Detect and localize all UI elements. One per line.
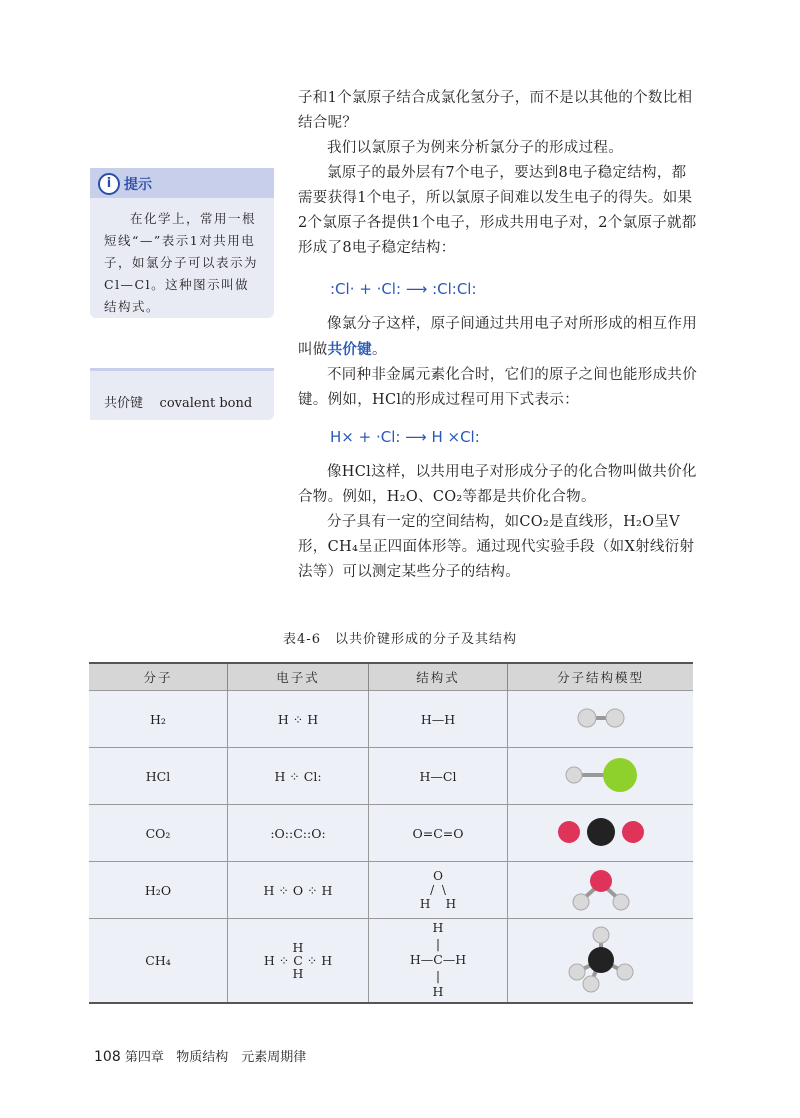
table-row: CH₄ H H ⁘ C ⁘ H H H | H—C—H | H: [89, 919, 693, 1003]
info-icon: i: [98, 173, 120, 195]
paragraph-7: 分子具有一定的空间结构，如CO₂是直线形，H₂O呈V形，CH₄呈正四面体形等。通过现代实验手段（如X射线衍射法等）可以测定某些分子的结构。: [298, 514, 695, 580]
chlorine-formation-equation: :Cl· + ·Cl: ⟶ :Cl:Cl:: [330, 280, 477, 298]
molecule-table: [89, 662, 693, 1004]
hcl-model: [508, 748, 694, 805]
ch4-model: [508, 919, 694, 1003]
table-row: H₂ H ⁘ H H—H: [89, 691, 693, 748]
ch4-electron: H H ⁘ C ⁘ H H: [263, 939, 333, 981]
paragraph-4: 像氯分子这样，原子间通过共用电子对所形成的相互作用叫做共价键。: [298, 316, 697, 358]
glossary-term: 共价键: [104, 396, 144, 411]
chapter-label: 第四章: [124, 1050, 164, 1065]
header-structural-formula: 结构式: [369, 663, 508, 691]
main-text-2: [298, 312, 698, 413]
page-number: 108: [94, 1049, 121, 1065]
glossary-line: [90, 368, 274, 371]
table-caption: 表4-6 以共价键形成的分子及其结构: [283, 632, 517, 647]
h2o-structure: O / \ H H: [419, 869, 457, 911]
table-row: CO₂ :O::C::O: O=C=O: [89, 805, 693, 862]
paragraph-1: 子和1个氯原子结合成氯化氢分子，而不是以其他的个数比相结合呢？: [298, 90, 693, 131]
header-electron-formula: 电子式: [228, 663, 369, 691]
paragraph-3: 氯原子的最外层有7个电子，要达到8电子稳定结构，都需要获得1个电子，所以氯原子间难以发生电子的得失。如果2个氯原子各提供1个电子，形成共用电子对，2个氯原子就都形成了8电子稳定结构：: [298, 165, 697, 256]
h2o-model: [508, 862, 694, 919]
table-row: H₂O H ⁘ O ⁘ H O / \ H H: [89, 862, 693, 919]
main-text: [298, 86, 698, 261]
glossary-entry: [104, 392, 252, 411]
main-text-3: [298, 460, 698, 585]
tip-text: 在化学上，常用一根短线“—”表示1对共用电子，如氯分子可以表示为Cl—Cl。这种图示叫做结构式。: [104, 211, 259, 314]
co2-model: [508, 805, 694, 862]
header-molecule: 分子: [89, 663, 228, 691]
hcl-formation-equation: H× + ·Cl: ⟶ H ×Cl:: [330, 428, 480, 446]
chapter-title: 物质结构 元素周期律: [176, 1050, 307, 1065]
ch4-structure: H | H—C—H | H: [409, 920, 467, 1000]
table-row: HCl H ⁘ Cl: H—Cl: [89, 748, 693, 805]
glossary-english: covalent bond: [159, 396, 253, 411]
page-footer: [94, 1046, 306, 1065]
h2-model: [508, 691, 694, 748]
paragraph-5: 不同种非金属元素化合时，它们的原子之间也能形成共价键。例如，HCl的形成过程可用下式表示：: [298, 367, 697, 408]
header-model: 分子结构模型: [508, 663, 694, 691]
tip-title: 提示: [124, 177, 152, 193]
covalent-bond-keyword: 共价键: [327, 341, 373, 358]
paragraph-2: 我们以氯原子为例来分析氯分子的形成过程。: [327, 140, 623, 156]
paragraph-6: 像HCl这样，以共用电子对形成分子的化合物叫做共价化合物。例如，H₂O、CO₂等都是共价化合物。: [298, 464, 697, 505]
